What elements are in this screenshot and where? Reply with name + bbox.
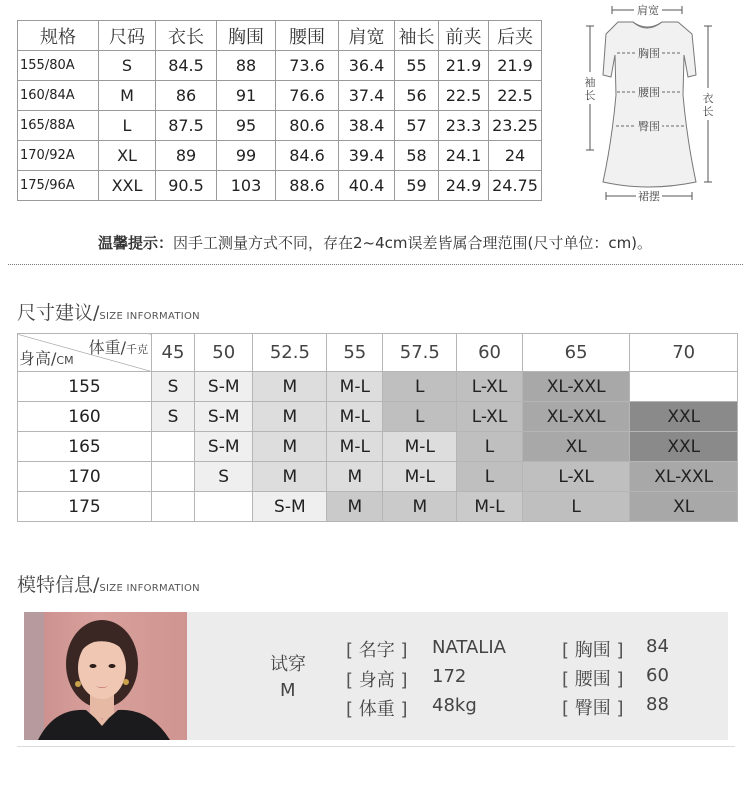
header-cell: 胸围	[217, 21, 276, 51]
chest-label: 胸围	[638, 47, 660, 60]
waist-label: 腰围	[638, 86, 660, 99]
recommendation-row	[18, 462, 738, 492]
height-cell: 170	[18, 462, 152, 492]
recommended-size-cell: S	[152, 372, 195, 402]
hip-label: 臀围	[638, 120, 660, 133]
recommended-size-cell	[152, 492, 195, 522]
measurement-cell: 99	[217, 141, 276, 171]
measurement-cell: 36.4	[339, 51, 395, 81]
recommended-size-cell	[152, 462, 195, 492]
weight-header-cell: 50	[194, 334, 253, 372]
measurement-cell: 21.9	[489, 51, 542, 81]
measurement-cell: 24.9	[439, 171, 489, 201]
recommended-size-cell: L-XL	[522, 462, 630, 492]
model-photo	[24, 612, 187, 740]
size-chart-row	[18, 81, 542, 111]
recommended-size-cell: XXL	[630, 402, 738, 432]
recommended-size-cell: S-M	[194, 432, 253, 462]
recommended-size-cell	[152, 432, 195, 462]
recommended-size-cell: XL-XXL	[522, 372, 630, 402]
recommendation-row	[18, 402, 738, 432]
size-chart-row	[18, 111, 542, 141]
measurement-cell: 88.6	[276, 171, 339, 201]
measurement-cell: 40.4	[339, 171, 395, 201]
measurement-cell: 55	[395, 51, 439, 81]
size-recommendation-table	[17, 333, 738, 522]
waist-value: 60	[646, 665, 669, 686]
recommendation-row	[18, 492, 738, 522]
name-value: NATALIA	[432, 637, 506, 658]
spec-cell: 175/96A	[18, 171, 99, 201]
measurement-cell: 86	[156, 81, 217, 111]
height-cell: 155	[18, 372, 152, 402]
size-advice-subtitle: SIZE INFORMATION	[99, 311, 200, 322]
recommended-size-cell: XXL	[630, 432, 738, 462]
size-chart-row	[18, 171, 542, 201]
recommended-size-cell: M-L	[327, 432, 383, 462]
recommended-size-cell: L	[457, 432, 523, 462]
height-cell: 175	[18, 492, 152, 522]
header-cell: 肩宽	[339, 21, 395, 51]
model-hip-label: 臀围	[574, 698, 611, 719]
measurement-cell: 76.6	[276, 81, 339, 111]
recommended-size-cell	[194, 492, 253, 522]
note-label: 温馨提示：	[97, 234, 173, 252]
model-weight-label: 体重	[358, 699, 395, 720]
recommended-size-cell: M-L	[383, 462, 457, 492]
measurement-cell: 87.5	[156, 111, 217, 141]
height-axis-label	[19, 346, 74, 369]
bust-value: 84	[646, 636, 669, 657]
header-cell: 腰围	[276, 21, 339, 51]
size-cell: M	[99, 81, 156, 111]
weight-header-cell: 45	[152, 334, 195, 372]
weight-value: 48kg	[432, 695, 477, 716]
recommended-size-cell: S	[152, 402, 195, 432]
measurement-cell: 89	[156, 141, 217, 171]
measurement-cell: 39.4	[339, 141, 395, 171]
model-info-subtitle: SIZE INFORMATION	[99, 583, 200, 594]
header-cell: 衣长	[156, 21, 217, 51]
model-info-title-text: 模特信息/	[17, 574, 100, 596]
bust-field: [ 胸围 ]	[562, 640, 624, 661]
recommended-size-cell: S-M	[194, 402, 253, 432]
recommended-size-cell: M	[327, 462, 383, 492]
spec-cell: 155/80A	[18, 51, 99, 81]
size-chart-table	[17, 20, 542, 201]
hip-value: 88	[646, 694, 669, 715]
height-field: [ 身高 ]	[346, 670, 408, 691]
measurement-note	[0, 232, 750, 253]
height-cell: 160	[18, 402, 152, 432]
spec-cell: 170/92A	[18, 141, 99, 171]
measurement-cell: 95	[217, 111, 276, 141]
weight-axis-label	[89, 335, 148, 358]
dotted-divider	[8, 264, 743, 265]
sleeve-label: 袖长	[584, 76, 596, 102]
model-info-card	[24, 612, 728, 740]
recommended-size-cell: L	[457, 462, 523, 492]
recommended-size-cell: M	[383, 492, 457, 522]
weight-label: 体重/	[88, 338, 126, 357]
recommended-size-cell: M	[327, 492, 383, 522]
size-chart-row	[18, 141, 542, 171]
measurement-cell: 88	[217, 51, 276, 81]
recommended-size-cell: L-XL	[457, 372, 523, 402]
size-cell: XXL	[99, 171, 156, 201]
recommended-size-cell: XL	[522, 432, 630, 462]
dress-measurement-diagram	[570, 0, 745, 205]
recommended-size-cell: M	[253, 462, 327, 492]
header-cell: 规格	[18, 21, 99, 51]
recommended-size-cell: XL-XXL	[522, 402, 630, 432]
measurement-cell: 37.4	[339, 81, 395, 111]
recommended-size-cell: M-L	[383, 432, 457, 462]
try-on-label: 试穿	[270, 654, 306, 675]
weight-unit: 千克	[126, 343, 148, 356]
measurement-cell: 22.5	[439, 81, 489, 111]
recommended-size-cell: S	[194, 462, 253, 492]
measurement-cell: 84.6	[276, 141, 339, 171]
size-cell: L	[99, 111, 156, 141]
length-label: 衣长	[702, 92, 714, 118]
measurement-cell: 57	[395, 111, 439, 141]
measurement-cell: 24.1	[439, 141, 489, 171]
measurement-cell: 22.5	[489, 81, 542, 111]
note-text: 因手工测量方式不同，存在2~4cm误差皆属合理范围(尺寸单位：cm)。	[172, 234, 653, 252]
spec-cell: 160/84A	[18, 81, 99, 111]
recommended-size-cell: M-L	[327, 372, 383, 402]
measurement-cell: 84.5	[156, 51, 217, 81]
corner-header-cell	[18, 334, 152, 372]
recommended-size-cell: M	[253, 402, 327, 432]
measurement-cell: 90.5	[156, 171, 217, 201]
measurement-cell: 58	[395, 141, 439, 171]
recommended-size-cell: S-M	[253, 492, 327, 522]
model-waist-label: 腰围	[574, 669, 611, 690]
height-cell: 165	[18, 432, 152, 462]
measurement-cell: 103	[217, 171, 276, 201]
weight-header-cell: 70	[630, 334, 738, 372]
measurement-cell: 23.25	[489, 111, 542, 141]
name-field: [ 名字 ]	[346, 640, 408, 661]
size-cell: S	[99, 51, 156, 81]
weight-header-row	[18, 334, 738, 372]
hem-label: 裙摆	[638, 190, 660, 203]
measurement-cell: 91	[217, 81, 276, 111]
recommended-size-cell: XL	[630, 492, 738, 522]
recommended-size-cell: M-L	[457, 492, 523, 522]
model-info-title	[17, 570, 200, 597]
header-cell: 前夹	[439, 21, 489, 51]
size-cell: XL	[99, 141, 156, 171]
measurement-cell: 23.3	[439, 111, 489, 141]
height-value: 172	[432, 666, 467, 687]
model-portrait-image	[24, 612, 187, 740]
recommended-size-cell	[630, 372, 738, 402]
weight-header-cell: 65	[522, 334, 630, 372]
height-unit: CM	[56, 354, 74, 367]
name-label: 名字	[358, 640, 395, 661]
weight-header-cell: 60	[457, 334, 523, 372]
recommended-size-cell: M	[253, 372, 327, 402]
recommended-size-cell: S-M	[194, 372, 253, 402]
size-chart-header-row	[18, 21, 542, 51]
measurement-cell: 24.75	[489, 171, 542, 201]
measurement-cell: 21.9	[439, 51, 489, 81]
recommended-size-cell: M-L	[327, 402, 383, 432]
recommended-size-cell: L	[383, 372, 457, 402]
measurement-cell: 24	[489, 141, 542, 171]
header-cell: 尺码	[99, 21, 156, 51]
recommended-size-cell: XL-XXL	[630, 462, 738, 492]
recommended-size-cell: L	[383, 402, 457, 432]
bottom-divider	[17, 746, 735, 747]
header-cell: 后夹	[489, 21, 542, 51]
measurement-cell: 59	[395, 171, 439, 201]
spec-cell: 165/88A	[18, 111, 99, 141]
bust-label: 胸围	[574, 640, 611, 661]
height-label: 身高/	[19, 349, 57, 368]
waist-field: [ 腰围 ]	[562, 669, 624, 690]
weight-field: [ 体重 ]	[346, 699, 408, 720]
weight-header-cell: 52.5	[253, 334, 327, 372]
measurement-cell: 38.4	[339, 111, 395, 141]
shoulder-label: 肩宽	[637, 4, 659, 17]
recommendation-row	[18, 372, 738, 402]
try-on-size: M	[280, 680, 296, 701]
size-advice-title-text: 尺寸建议/	[17, 302, 100, 324]
recommended-size-cell: L	[522, 492, 630, 522]
weight-header-cell: 55	[327, 334, 383, 372]
model-height-label: 身高	[358, 670, 395, 691]
header-cell: 袖长	[395, 21, 439, 51]
measurement-cell: 56	[395, 81, 439, 111]
weight-header-cell: 57.5	[383, 334, 457, 372]
recommended-size-cell: L-XL	[457, 402, 523, 432]
size-advice-title	[17, 298, 200, 325]
recommended-size-cell: M	[253, 432, 327, 462]
measurement-cell: 80.6	[276, 111, 339, 141]
measurement-cell: 73.6	[276, 51, 339, 81]
recommendation-row	[18, 432, 738, 462]
size-chart-row	[18, 51, 542, 81]
hip-field: [ 臀围 ]	[562, 698, 624, 719]
